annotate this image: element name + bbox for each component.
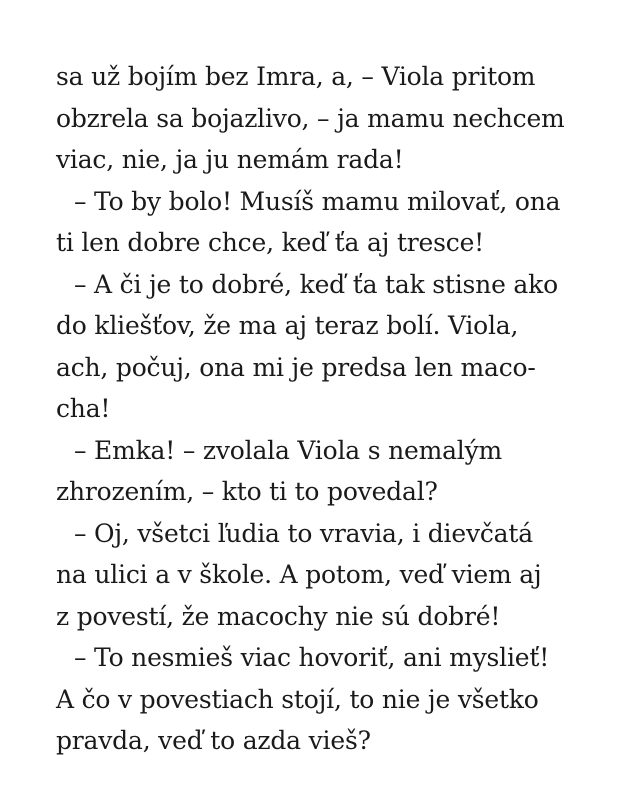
text-line: viac, nie, ja ju nemám rada! <box>56 145 404 174</box>
text-line: cha! <box>56 394 111 423</box>
text-line: pravda, veď to azda vieš? <box>56 726 371 755</box>
text-line: z povestí, že macochy nie sú dobré! <box>56 601 501 631</box>
text-line: A čo v povestiach stojí, to nie je všetko <box>56 684 539 714</box>
text-line: – Emka! – zvolala Viola s nemalým <box>74 435 503 465</box>
text-line: – Oj, všetci ľudia to vravia, i dievčatá <box>74 518 533 548</box>
text-line: ti len dobre chce, keď ťa aj tresce! <box>56 228 485 257</box>
text-line: na ulici a v škole. A potom, veď viem aj <box>56 560 542 589</box>
text-line: zhrozením, – kto ti to povedal? <box>56 477 438 506</box>
text-line: do kliešťov, že ma aj teraz bolí. Viola, <box>56 311 519 340</box>
text-line: sa už bojím bez Imra, a, – Viola pritom <box>56 62 536 91</box>
text-line: – To nesmieš viac hovoriť, ani myslieť! <box>74 643 550 672</box>
text-line: – A či je to dobré, keď ťa tak stisne ako <box>74 269 558 299</box>
text-line: ach, počuj, ona mi je predsa len maco- <box>56 352 536 382</box>
text-line: – To by bolo! Musíš mamu milovať, ona <box>74 186 561 216</box>
page-text <box>56 56 596 762</box>
text-line: obzrela sa bojazlivo, – ja mamu nechcem <box>56 103 565 133</box>
